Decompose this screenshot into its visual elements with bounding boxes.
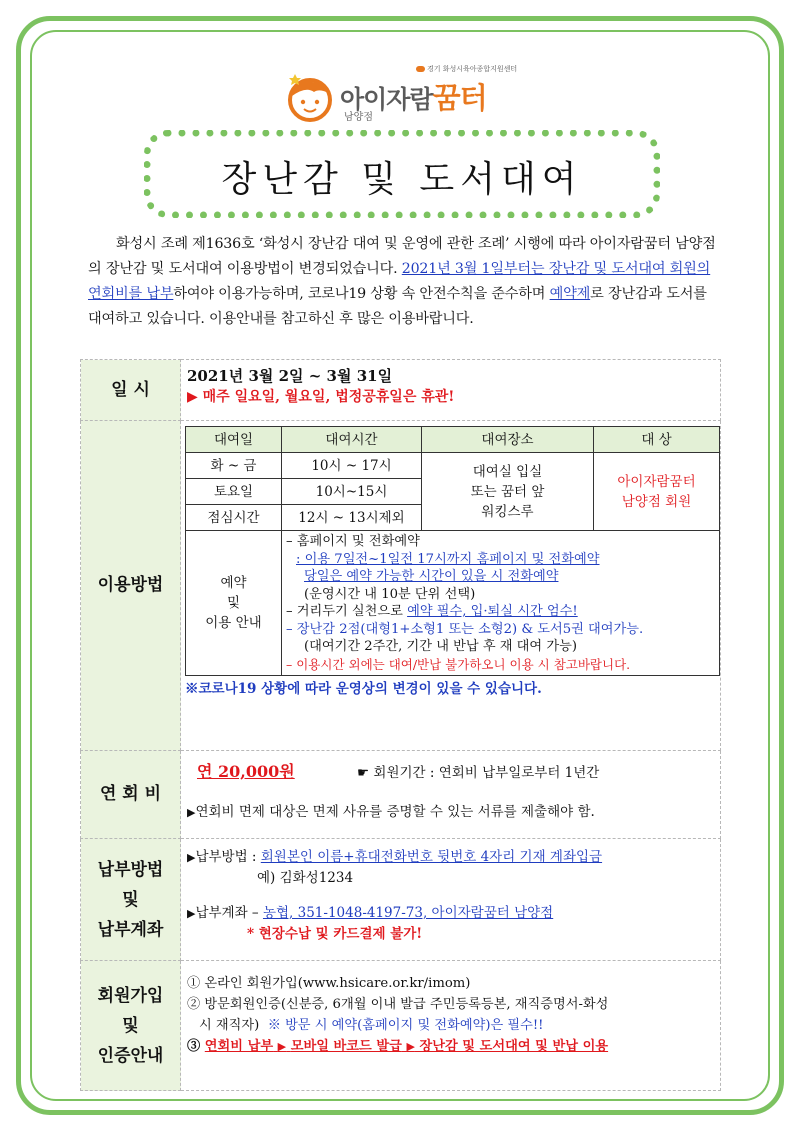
payment-header: 납부방법 및 납부계좌 bbox=[81, 839, 181, 961]
triangle-right-icon: ▶ bbox=[406, 1040, 415, 1053]
intro-text-c: 하여야 이용가능하며, 코로나19 상황 속 안전수칙을 준수하며 bbox=[173, 286, 550, 302]
intro-text-a: 화성시 조례 제1636호 ‘화성시 장난감 대여 및 운영에 관한 조례’ 시행에 따라 아이자람꿈터 남양점의 장난감 및 도서대여 이용방법이 변경되었습니다. bbox=[88, 236, 716, 277]
triangle-right-icon: ▶ bbox=[187, 389, 203, 405]
logo-wordmark: 아이자람꿈터 bbox=[340, 81, 487, 115]
pointing-hand-icon: ☛ bbox=[357, 765, 374, 781]
payment-account: ▶납부계좌 – 농협, 351-1048-4197-73, 아이자람꿈터 남양점 bbox=[187, 905, 554, 921]
child-face-logo-icon bbox=[286, 72, 336, 122]
triangle-right-icon: ▶ bbox=[277, 1040, 287, 1053]
triangle-right-icon: ▶ bbox=[187, 907, 196, 920]
row-time-saturday: 10시~15시 bbox=[282, 479, 422, 505]
fee-period: ☛ 회원기간 : 연회비 납부일로부터 1년간 bbox=[357, 765, 600, 781]
note-6: – 장난감 2점(대형1+소형1 또는 소형2) & 도서5권 대여가능. bbox=[286, 621, 644, 637]
note-8: – 이용시간 외에는 대여/반납 불가하오니 이용 시 참고바랍니다. bbox=[286, 656, 631, 672]
fee-amount: 연 20,000원 bbox=[197, 762, 295, 781]
note-1: – 홈페이지 및 전화예약 bbox=[286, 534, 420, 549]
intro-text-e: 로 장난감과 도서를 대여하고 있습니다. 이용안내를 참고하신 후 많은 이용바랍니다. bbox=[88, 286, 707, 327]
payment-notice: * 현장수납 및 카드결제 불가! bbox=[247, 926, 423, 942]
row-day-weekday: 화 ~ 금 bbox=[186, 453, 282, 479]
schedule-header: 일 시 bbox=[81, 360, 181, 421]
column-header-place: 대여장소 bbox=[422, 427, 594, 453]
payment-example: 예) 김화성1234 bbox=[257, 870, 354, 886]
title-box bbox=[144, 130, 660, 218]
join-step-1: ① 온라인 회원가입(www.hsicare.or.kr/imom) bbox=[187, 976, 471, 991]
note-2: : 이용 7일전~1일전 17시까지 홈페이지 및 전화예약 bbox=[296, 551, 600, 567]
column-header-time: 대여시간 bbox=[282, 427, 422, 453]
fee-header: 연 회 비 bbox=[81, 751, 181, 839]
join-cell bbox=[181, 961, 721, 1091]
column-header-day: 대여일 bbox=[186, 427, 282, 453]
page-title: 장난감 및 도서대여 bbox=[221, 159, 583, 200]
rental-target: 아이자람꿈터 남양점 회원 bbox=[594, 453, 720, 531]
schedule-period: 2021년 3월 2일 ~ 3월 31일 bbox=[187, 367, 393, 385]
triangle-right-icon: ▶ bbox=[187, 851, 196, 864]
triangle-right-icon: ▶ bbox=[187, 806, 196, 819]
row-time-weekday: 10시 ~ 17시 bbox=[282, 453, 422, 479]
schedule-closed-notice: ▶ 매주 일요일, 월요일, 법정공휴일은 휴관! bbox=[187, 389, 455, 405]
join-step-2-cont: 시 재직자) ※ 방문 시 예약(홈페이지 및 전화예약)은 필수!! bbox=[199, 1018, 544, 1033]
row-day-lunch: 점심시간 bbox=[186, 505, 282, 531]
usage-table bbox=[185, 426, 720, 676]
logo bbox=[286, 62, 526, 126]
org-logo-icon bbox=[416, 66, 425, 72]
covid-notice: ※코로나19 상황에 따라 운영상의 변경이 있을 수 있습니다. bbox=[185, 681, 542, 697]
note-4: (운영시간 내 10분 단위 선택) bbox=[304, 586, 476, 602]
usage-header: 이용방법 bbox=[81, 421, 181, 751]
row-day-saturday: 토요일 bbox=[186, 479, 282, 505]
logo-branch: 남양점 bbox=[344, 112, 373, 123]
note-3: 당일은 예약 가능한 시간이 있을 시 전화예약 bbox=[304, 569, 559, 584]
note-7: (대여기간 2주간, 기간 내 반납 후 재 대여 가능) bbox=[304, 639, 577, 654]
schedule-cell bbox=[181, 360, 721, 421]
note-5: – 거리두기 실천으로 예약 필수, 입·퇴실 시간 엄수! bbox=[286, 604, 578, 619]
column-header-target: 대 상 bbox=[594, 427, 720, 453]
booking-label: 예약 및 이용 안내 bbox=[186, 531, 282, 676]
booking-notes bbox=[282, 531, 720, 676]
intro-paragraph bbox=[88, 232, 718, 332]
rental-place: 대여실 입실 또는 꿈터 앞 워킹스루 bbox=[422, 453, 594, 531]
join-step-2: ② 방문회원인증(신분증, 6개월 이내 발급 주민등록등본, 재직증명서-화성 bbox=[187, 997, 609, 1012]
fee-exemption: ▶연회비 면제 대상은 면제 사유를 증명할 수 있는 서류를 제출해야 함. bbox=[187, 804, 595, 820]
row-time-lunch: 12시 ~ 13시제외 bbox=[282, 505, 422, 531]
intro-text-highlight: 2021년 3월 1일부터는 장난감 및 도서대여 회원의 연회비를 납부 bbox=[88, 261, 711, 302]
info-table bbox=[80, 359, 721, 1091]
fee-cell bbox=[181, 751, 721, 839]
intro-text-reservation: 예약제 bbox=[549, 286, 591, 302]
join-header: 회원가입 및 인증안내 bbox=[81, 961, 181, 1091]
usage-cell bbox=[181, 421, 721, 751]
payment-cell bbox=[181, 839, 721, 961]
payment-method: ▶납부방법 : 회원본인 이름+휴대전화번호 뒷번호 4자리 기재 계좌입금 bbox=[187, 849, 603, 865]
logo-organization: 경기 화성시육아종합지원센터 bbox=[416, 64, 517, 74]
join-step-3: ③ 연회비 납부 ▶ 모바일 바코드 발급 ▶ 장난감 및 도서대여 및 반납 이용 bbox=[187, 1039, 609, 1054]
